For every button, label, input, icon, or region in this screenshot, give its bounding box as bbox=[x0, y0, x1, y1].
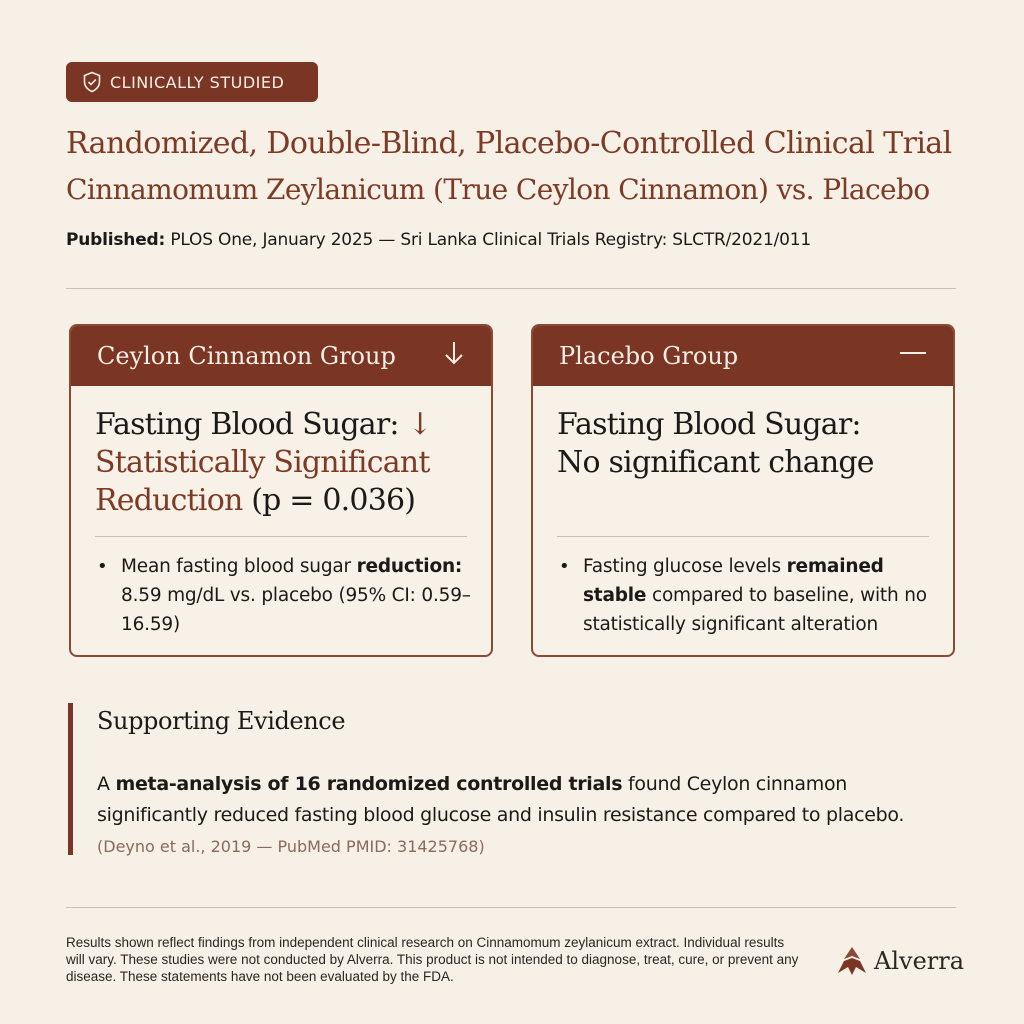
dash-icon bbox=[899, 340, 927, 373]
placebo-card bbox=[531, 324, 955, 657]
card-title: Placebo Group bbox=[559, 342, 739, 370]
card-stat bbox=[557, 406, 937, 482]
bullet-text-end: compared to baseline, with no statistically significant alteration bbox=[583, 585, 927, 635]
brand-name: Alverra bbox=[874, 947, 965, 975]
published-text: PLOS One, January 2025 — Sri Lanka Clinical Trials Registry: SLCTR/2021/011 bbox=[170, 230, 811, 250]
publication-info bbox=[66, 230, 811, 250]
card-divider bbox=[557, 536, 929, 537]
ceylon-cinnamon-card bbox=[69, 324, 493, 657]
badge-label: CLINICALLY STUDIED bbox=[110, 72, 285, 92]
bullet-text-end: 8.59 mg/dL vs. placebo (95% CI: 0.59–16.59) bbox=[121, 585, 471, 635]
stat-highlight: Statistically Significant Reduction bbox=[95, 445, 430, 518]
supporting-evidence bbox=[68, 703, 948, 855]
shield-check-icon bbox=[82, 71, 102, 93]
bullet-text: Mean fasting blood sugar bbox=[121, 556, 351, 577]
card-bullet bbox=[583, 552, 943, 639]
stat-arrow: ↓ bbox=[407, 407, 432, 442]
evidence-body bbox=[97, 769, 948, 831]
card-stat bbox=[95, 406, 475, 520]
clinically-studied-badge bbox=[66, 62, 318, 102]
bullet-text: Fasting glucose levels bbox=[583, 556, 781, 577]
evidence-text-end: found Ceylon cinnamon significantly reduced fasting blood glucose and insulin resistance compared to placebo. bbox=[97, 773, 905, 826]
arrow-down-icon bbox=[443, 340, 465, 373]
evidence-citation: (Deyno et al., 2019 — PubMed PMID: 31425768) bbox=[97, 837, 485, 856]
bullet-bold: reduction: bbox=[356, 556, 463, 577]
bullet-bold: remained stable bbox=[583, 556, 884, 606]
stat-pvalue: (p = 0.036) bbox=[251, 483, 416, 518]
card-title: Ceylon Cinnamon Group bbox=[97, 342, 396, 370]
disclaimer: Results shown reflect findings from independent clinical research on Cinnamomum zeylanicum extract. Individual results will vary. These studies were not conducted by Alverra. This product is not intended to diagnose, treat, cure, or prevent any disease. These statements have not been evaluated by the FDA. bbox=[66, 935, 799, 984]
published-label: Published: bbox=[66, 230, 166, 250]
brand-logo bbox=[836, 945, 964, 977]
stat-result: No significant change bbox=[557, 445, 874, 480]
stat-label: Fasting Blood Sugar: bbox=[95, 407, 399, 442]
card-header bbox=[71, 326, 491, 386]
evidence-bold: meta-analysis of 16 randomized controlled trials bbox=[115, 773, 623, 795]
page-title: Randomized, Double-Blind, Placebo-Controlled Clinical Trial bbox=[66, 126, 952, 161]
evidence-title: Supporting Evidence bbox=[97, 707, 346, 735]
card-header bbox=[533, 326, 953, 386]
footer-divider bbox=[66, 907, 956, 908]
card-divider bbox=[95, 536, 467, 537]
alverra-logo-icon bbox=[836, 945, 868, 977]
page-subtitle: Cinnamomum Zeylanicum (True Ceylon Cinnamon) vs. Placebo bbox=[66, 173, 930, 206]
card-bullet bbox=[121, 552, 481, 639]
stat-label: Fasting Blood Sugar: bbox=[557, 407, 861, 442]
evidence-text: A bbox=[97, 773, 110, 795]
header-divider bbox=[66, 288, 956, 289]
